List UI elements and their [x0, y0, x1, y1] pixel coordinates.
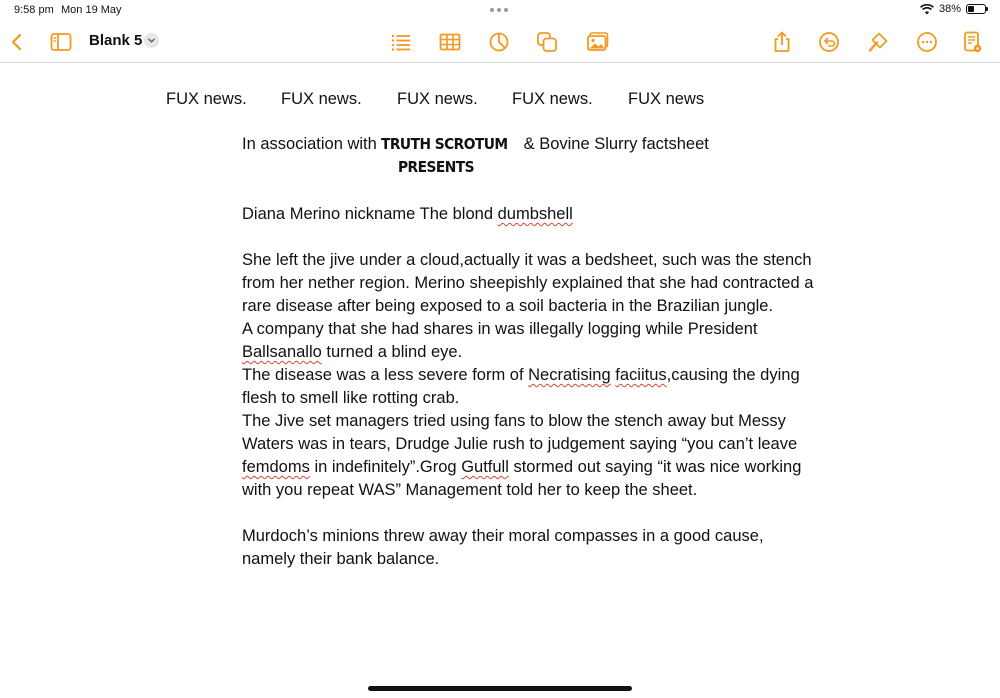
header-item: FUX news. — [397, 90, 478, 108]
misspelled-word[interactable]: Gutfull — [461, 458, 509, 476]
multitasking-dots-icon[interactable] — [490, 8, 508, 12]
table-icon[interactable] — [437, 29, 463, 55]
header-item: FUX news. — [166, 90, 247, 108]
wifi-icon — [920, 4, 934, 15]
misspelled-word[interactable]: faciitus — [615, 366, 667, 384]
heading-line — [242, 203, 842, 226]
text-line: from her nether region. Merino sheepishly explained that she had contracted a — [242, 274, 814, 292]
text-line — [242, 341, 842, 364]
status-bar — [0, 0, 1000, 20]
title-chevron-down-icon[interactable] — [144, 33, 159, 48]
back-chevron-icon[interactable] — [4, 29, 30, 55]
text-fragment: The disease was a less severe form of — [242, 366, 529, 384]
status-date: Mon 19 May — [61, 4, 122, 16]
battery-fill — [968, 6, 974, 12]
misspelled-word[interactable]: Necratising — [528, 366, 611, 384]
text-fragment: in indefinitely”.Grog — [309, 458, 462, 476]
text-line — [242, 456, 842, 479]
header-item: FUX news. — [512, 90, 593, 108]
status-right — [920, 3, 986, 15]
text-fragment: turned a blind eye. — [321, 343, 463, 361]
text-line: A company that she had shares in was illegally logging while President — [242, 320, 758, 338]
text-line: rare disease after being exposed to a soil bacteria in the Brazilian jungle. — [242, 297, 774, 315]
text-line: She left the jive under a cloud,actually it was a bedsheet, such was the stench — [242, 251, 812, 269]
association-prefix: In association with — [242, 135, 382, 153]
misspelled-word[interactable]: Ballsanallo — [242, 343, 322, 361]
text-line: flesh to smell like rotting crab. — [242, 389, 460, 407]
text-line: The Jive set managers tried using fans to blow the stench away but Messy — [242, 412, 786, 430]
text-line: with you repeat WAS” Management told her to keep the sheet. — [242, 481, 698, 499]
share-icon[interactable] — [769, 29, 795, 55]
more-icon[interactable] — [914, 29, 940, 55]
association-brand: TRUTH SCROTUM — [381, 135, 509, 153]
format-brush-icon[interactable] — [865, 29, 891, 55]
document-title[interactable]: Blank 5 — [89, 32, 143, 49]
battery-icon — [966, 4, 986, 14]
home-indicator[interactable] — [368, 686, 632, 691]
association-line — [242, 133, 842, 156]
text-line — [242, 364, 842, 387]
list-icon[interactable] — [388, 29, 414, 55]
toolbar — [0, 22, 1000, 63]
header-item: FUX news. — [281, 90, 362, 108]
association-block — [242, 133, 842, 179]
text-fragment: stormed out saying “it was nice working — [508, 458, 802, 476]
text-fragment: ,causing the dying — [666, 366, 800, 384]
media-icon[interactable] — [585, 29, 611, 55]
header-item: FUX news — [628, 90, 705, 108]
document-setup-icon[interactable] — [959, 29, 985, 55]
heading-text: Diana Merino nickname The blond — [242, 205, 498, 223]
document-canvas[interactable] — [0, 63, 1000, 698]
presents-text: PRESENTS — [398, 158, 475, 176]
presents-line — [242, 156, 842, 179]
status-time: 9:58 pm — [14, 4, 54, 16]
battery-percent: 38% — [938, 3, 961, 15]
paragraph-2 — [242, 525, 842, 571]
sidebar-icon[interactable] — [48, 29, 74, 55]
paragraph-1 — [242, 249, 842, 502]
text-line: Murdoch’s minions threw away their moral compasses in a good cause, — [242, 527, 764, 545]
text-line: Waters was in tears, Drudge Julie rush to judgement saying “you can’t leave — [242, 435, 798, 453]
text-line: namely their bank balance. — [242, 550, 440, 568]
undo-icon[interactable] — [816, 29, 842, 55]
shapes-icon[interactable] — [534, 29, 560, 55]
association-suffix: & Bovine Slurry factsheet — [519, 135, 709, 153]
misspelled-word[interactable]: femdoms — [242, 458, 310, 476]
chart-icon[interactable] — [486, 29, 512, 55]
misspelled-word[interactable]: dumbshell — [497, 205, 573, 223]
